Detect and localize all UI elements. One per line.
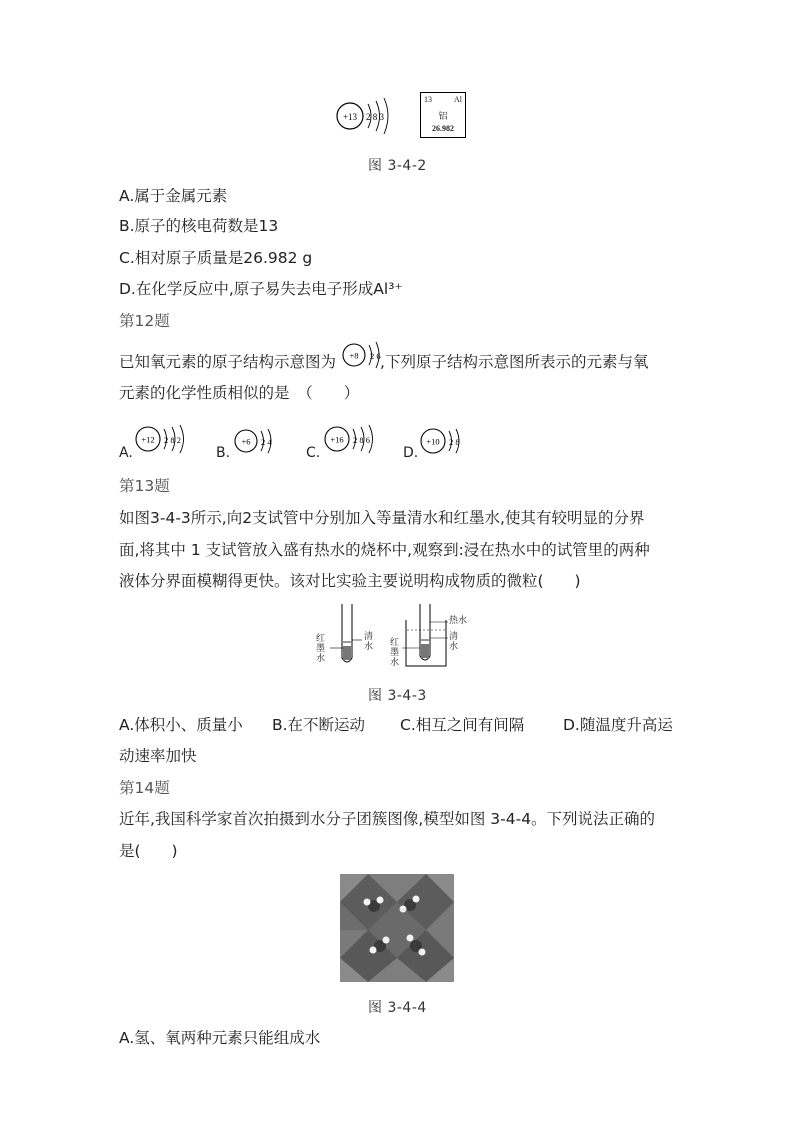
water-cluster-image [340, 874, 454, 982]
q11-option-c: C.相对原子质量是26.982 g [119, 249, 313, 267]
q12-option-c-nucleus: +16 [330, 434, 344, 445]
right-label-red-ink: 红墨水 [390, 638, 400, 668]
oxygen-atom-diagram [341, 337, 387, 377]
q13-option-b: B.在不断运动 [272, 716, 366, 734]
right-label-hot-water: 热水 [449, 616, 468, 626]
q13-stem-line1: 如图3-4-3所示,向2支试管中分别加入等量清水和红墨水,使其有较明显的分界 [119, 509, 645, 527]
q12-option-b-label: B. [216, 445, 231, 461]
tile-symbol: Al [454, 95, 462, 104]
q12-option-a-shells: 2 8 2 [164, 435, 181, 445]
oxygen-nucleus-label: +8 [349, 350, 359, 361]
q12-option-a-nucleus: +12 [141, 434, 155, 445]
tile-atomic-number: 13 [424, 95, 432, 104]
q12-option-c-atom-diagram [322, 424, 392, 458]
q14-option-a: A.氢、氧两种元素只能组成水 [119, 1029, 321, 1047]
q12-option-d-atom-diagram [418, 426, 468, 460]
al-shells-label: 2 8 3 [366, 112, 384, 122]
left-label-clear-water: 清水 [364, 632, 374, 652]
q12-stem-line2: 元素的化学性质相似的是 （ ） [119, 384, 360, 402]
left-label-red-ink: 红墨水 [316, 634, 326, 664]
q12-option-d-nucleus: +10 [426, 436, 440, 447]
q13-stem-line2: 面,将其中 1 支试管放入盛有热水的烧杯中,观察到:浸在热水中的试管里的两种 [119, 541, 650, 559]
figure-caption-3-4-2: 图 3-4-2 [368, 158, 427, 174]
al-nucleus-label: +13 [342, 112, 358, 122]
q12-option-a-atom-diagram [133, 424, 203, 458]
q13-option-a: A.体积小、质量小 [119, 716, 243, 734]
q14-stem-line2: 是( ) [119, 842, 178, 860]
q14-stem-line1: 近年,我国科学家首次拍摄到水分子团簇图像,模型如图 3-4-4。下列说法正确的 [119, 810, 656, 828]
q11-option-d: D.在化学反应中,原子易失去电子形成Al³⁺ [119, 280, 403, 298]
q12-option-b-shells: 2 4 [261, 437, 272, 447]
figure-3-4-3 [310, 602, 480, 672]
oxygen-shells-label: 2 6 [370, 351, 381, 361]
q12-option-c-label: C. [306, 445, 321, 461]
q12-text-before: 已知氧元素的原子结构示意图为 [119, 353, 337, 371]
q12-option-b-atom-diagram [232, 426, 282, 460]
figure-caption-3-4-3: 图 3-4-3 [368, 688, 427, 704]
q13-heading: 第13题 [119, 477, 170, 495]
tile-atomic-mass: 26.982 [432, 124, 454, 133]
q12-option-d-shells: 2 8 [449, 437, 460, 447]
q12-option-c-shells: 2 8 6 [353, 435, 370, 445]
q13-option-c: C.相互之间有间隔 [400, 716, 525, 734]
q12-text-after: ,下列原子结构示意图所表示的元素与氧 [380, 353, 649, 371]
right-label-clear-water: 清水 [449, 632, 459, 652]
q12-option-a-label: A. [119, 445, 133, 461]
figure-caption-3-4-4: 图 3-4-4 [368, 1000, 427, 1016]
q12-heading: 第12题 [119, 312, 170, 330]
q14-heading: 第14题 [119, 779, 170, 797]
aluminum-atom-diagram [330, 92, 400, 138]
q12-option-d-label: D. [403, 445, 419, 461]
q11-option-a: A.属于金属元素 [119, 187, 228, 205]
q13-option-d: D.随温度升高运 [563, 716, 673, 734]
figure-3-4-2 [330, 92, 470, 138]
q13-stem-line3: 液体分界面模糊得更快。该对比实验主要说明构成物质的微粒( ) [119, 572, 581, 590]
tile-element-name: 铝 [438, 111, 448, 121]
q12-option-b-nucleus: +6 [241, 436, 251, 447]
q11-option-b: B.原子的核电荷数是13 [119, 217, 279, 235]
q13-option-d-continued: 动速率加快 [119, 747, 197, 765]
aluminum-periodic-tile [420, 92, 466, 138]
